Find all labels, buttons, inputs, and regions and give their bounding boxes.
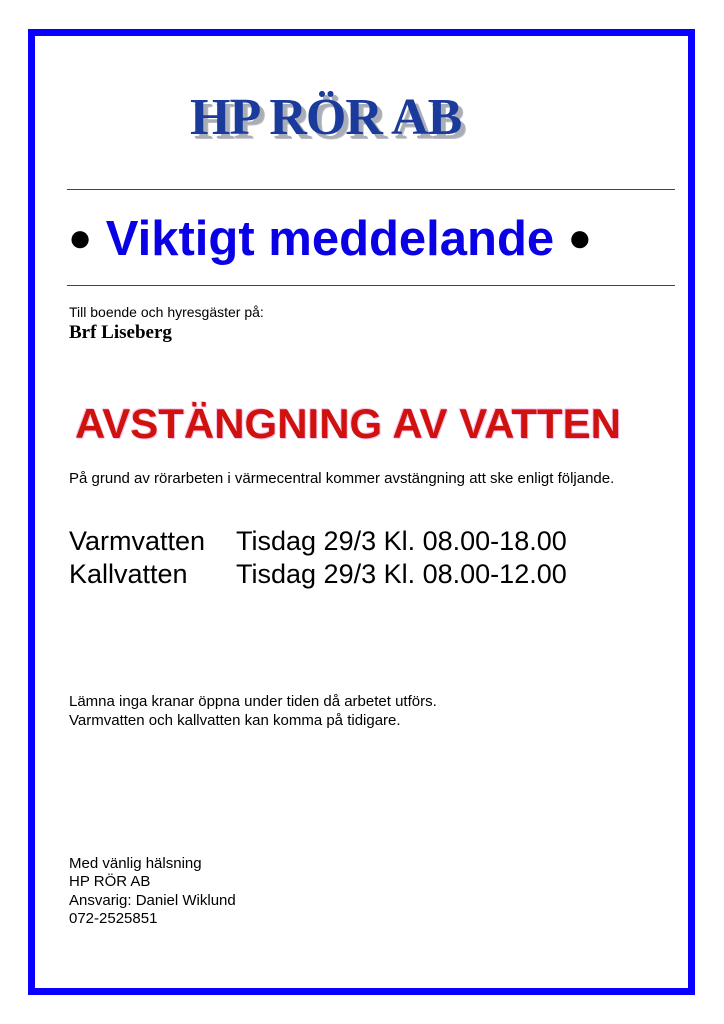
- notice-headline: [68, 206, 592, 271]
- bullet-icon: ●: [68, 216, 93, 260]
- recipient-name: Brf Liseberg: [69, 322, 172, 343]
- signature-phone: 072-2525851: [69, 910, 158, 927]
- schedule-type: Kallvatten: [69, 559, 188, 589]
- alert-title: AVSTÄNGNING AV VATTEN: [75, 400, 621, 447]
- schedule-time: Tisdag 29/3 Kl. 08.00-18.00: [236, 526, 567, 556]
- headline-text: Viktigt meddelande: [105, 212, 555, 266]
- schedule-row: [69, 558, 567, 590]
- schedule-row: [69, 525, 567, 557]
- divider-top: [67, 189, 675, 190]
- signature-responsible: Ansvarig: Daniel Wiklund: [69, 892, 236, 909]
- note-line: Lämna inga kranar öppna under tiden då arbetet utförs.: [69, 693, 437, 710]
- signature-greeting: Med vänlig hälsning: [69, 855, 202, 872]
- recipient-label: Till boende och hyresgäster på:: [69, 304, 264, 320]
- divider-bottom: [67, 285, 675, 286]
- company-logo: HP RÖR AB: [190, 89, 462, 146]
- schedule-time: Tisdag 29/3 Kl. 08.00-12.00: [236, 559, 567, 589]
- bullet-icon: ●: [567, 216, 592, 260]
- page-border: [28, 29, 695, 995]
- intro-text: På grund av rörarbeten i värmecentral kommer avstängning att ske enligt följande.: [69, 470, 615, 487]
- signature-company: HP RÖR AB: [69, 873, 151, 890]
- note-line: Varmvatten och kallvatten kan komma på tidigare.: [69, 712, 401, 729]
- schedule-type: Varmvatten: [69, 526, 206, 556]
